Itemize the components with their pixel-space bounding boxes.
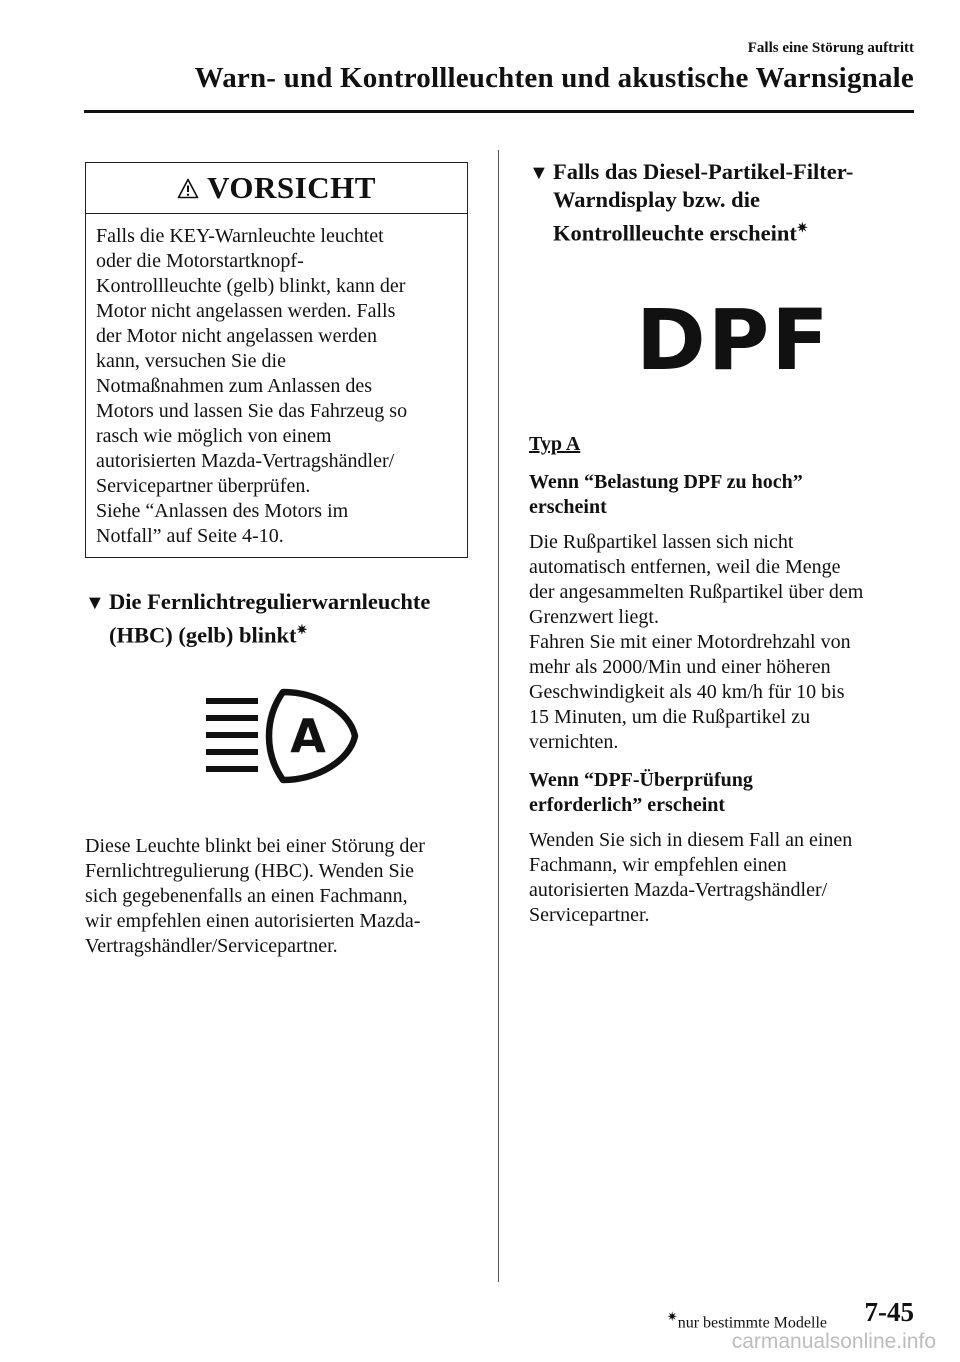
triangle-marker-icon: ▼ (529, 162, 549, 184)
triangle-marker-icon: ▼ (85, 592, 105, 614)
dpf-subheading-inspection (529, 768, 929, 818)
dpf-line: Servicepartner. (529, 904, 650, 926)
watermark: carmanualsonline.info (731, 1330, 936, 1353)
dpf-line: vernichten. (529, 731, 619, 753)
caution-line: Notfall” auf Seite 4-10. (96, 525, 284, 547)
dpf-line: Fahren Sie mit einer Motordrehzahl von (529, 631, 851, 653)
dpf-heading (529, 158, 929, 248)
dpf-line: der angesammelten Rußpartikel über dem (529, 581, 864, 603)
page-number: 7-45 (864, 1297, 914, 1327)
header-rule (84, 110, 914, 113)
caution-text (86, 214, 467, 549)
dpf-line: automatisch entfernen, weil die Menge (529, 556, 841, 578)
optional-feature-star-icon: ✷ (666, 1309, 678, 1324)
dpf-line: mehr als 2000/Min und einer höheren (529, 656, 831, 678)
caution-line: der Motor nicht angelassen werden (96, 325, 378, 347)
hbc-line: Vertragshändler/Servicepartner. (85, 935, 338, 957)
caution-line: Motors und lassen Sie das Fahrzeug so (96, 400, 408, 422)
dpf-line: 15 Minuten, um die Rußpartikel zu (529, 706, 811, 728)
caution-line: Servicepartner überprüfen. (96, 475, 311, 497)
caution-line: Kontrollleuchte (gelb) blinkt, kann der (96, 275, 406, 297)
optional-feature-star-icon: ✷ (296, 622, 308, 637)
section-label: Falls eine Störung auftritt (747, 40, 914, 56)
dpf-line: Wenden Sie sich in diesem Fall an einen (529, 829, 853, 851)
caution-line: Falls die KEY-Warnleuchte leuchtet (96, 225, 384, 247)
caution-line: Siehe “Anlassen des Motors im (96, 500, 349, 522)
page-title: Warn- und Kontrollleuchten und akustische Warnsignale (194, 62, 914, 94)
caution-box (85, 162, 468, 558)
hbc-description (85, 834, 485, 959)
caution-line: Notmaßnahmen zum Anlassen des (96, 375, 373, 397)
dpf-inspection-text (529, 828, 929, 928)
optional-feature-star-icon: ✷ (796, 220, 808, 235)
high-beam-control-warning-icon (203, 688, 363, 784)
hbc-line: Fernlichtregulierung (HBC). Wenden Sie (85, 860, 415, 882)
subheading-line: erforderlich” erscheint (529, 794, 726, 816)
caution-title: VORSICHT (207, 170, 376, 205)
dpf-line: Die Rußpartikel lassen sich nicht (529, 531, 794, 553)
subheading-line: Wenn “DPF-Überprüfung (529, 769, 753, 791)
dpf-subheading-overload (529, 470, 929, 520)
dpf-line: Geschwindigkeit als 40 km/h für 10 bis (529, 681, 845, 703)
hbc-heading-line: Die Fernlichtregulierwarnleuchte (109, 589, 431, 614)
dpf-overload-text (529, 530, 929, 755)
caution-header (86, 163, 467, 214)
footer-note-text: nur bestimmte Modelle (677, 1314, 827, 1332)
hbc-line: Diese Leuchte blinkt bei einer Störung der (85, 835, 425, 857)
hbc-heading-line: (HBC) (gelb) blinkt (109, 622, 297, 648)
warning-triangle-icon (177, 178, 199, 199)
dpf-heading-line: Warndisplay bzw. die (553, 187, 760, 212)
dpf-line: Grenzwert liegt. (529, 606, 659, 628)
caution-line: rasch wie möglich von einem (96, 425, 332, 447)
subheading-line: Wenn “Belastung DPF zu hoch” (529, 471, 803, 493)
hbc-line: sich gegebenenfalls an einen Fachmann, (85, 885, 408, 907)
hbc-heading (85, 588, 485, 650)
dpf-line: Fachmann, wir empfehlen einen (529, 854, 787, 876)
caution-line: kann, versuchen Sie die (96, 350, 286, 372)
dpf-heading-line: Falls das Diesel-Partikel-Filter- (553, 159, 854, 184)
caution-line: autorisierten Mazda-Vertragshändler/ (96, 450, 395, 472)
dpf-heading-line: Kontrollleuchte erscheint (553, 220, 797, 246)
hbc-line: wir empfehlen einen autorisierten Mazda- (85, 910, 421, 932)
hbc-icon-letter: A (290, 709, 326, 763)
column-divider (498, 150, 499, 1282)
type-label: Typ A (529, 433, 581, 455)
caution-line: oder die Motorstartknopf- (96, 250, 304, 272)
footer-note (667, 1309, 827, 1332)
caution-line: Motor nicht angelassen werden. Falls (96, 300, 396, 322)
dpf-line: autorisierten Mazda-Vertragshändler/ (529, 879, 828, 901)
dpf-warning-display: DPF (636, 291, 831, 389)
subheading-line: erscheint (529, 496, 607, 518)
